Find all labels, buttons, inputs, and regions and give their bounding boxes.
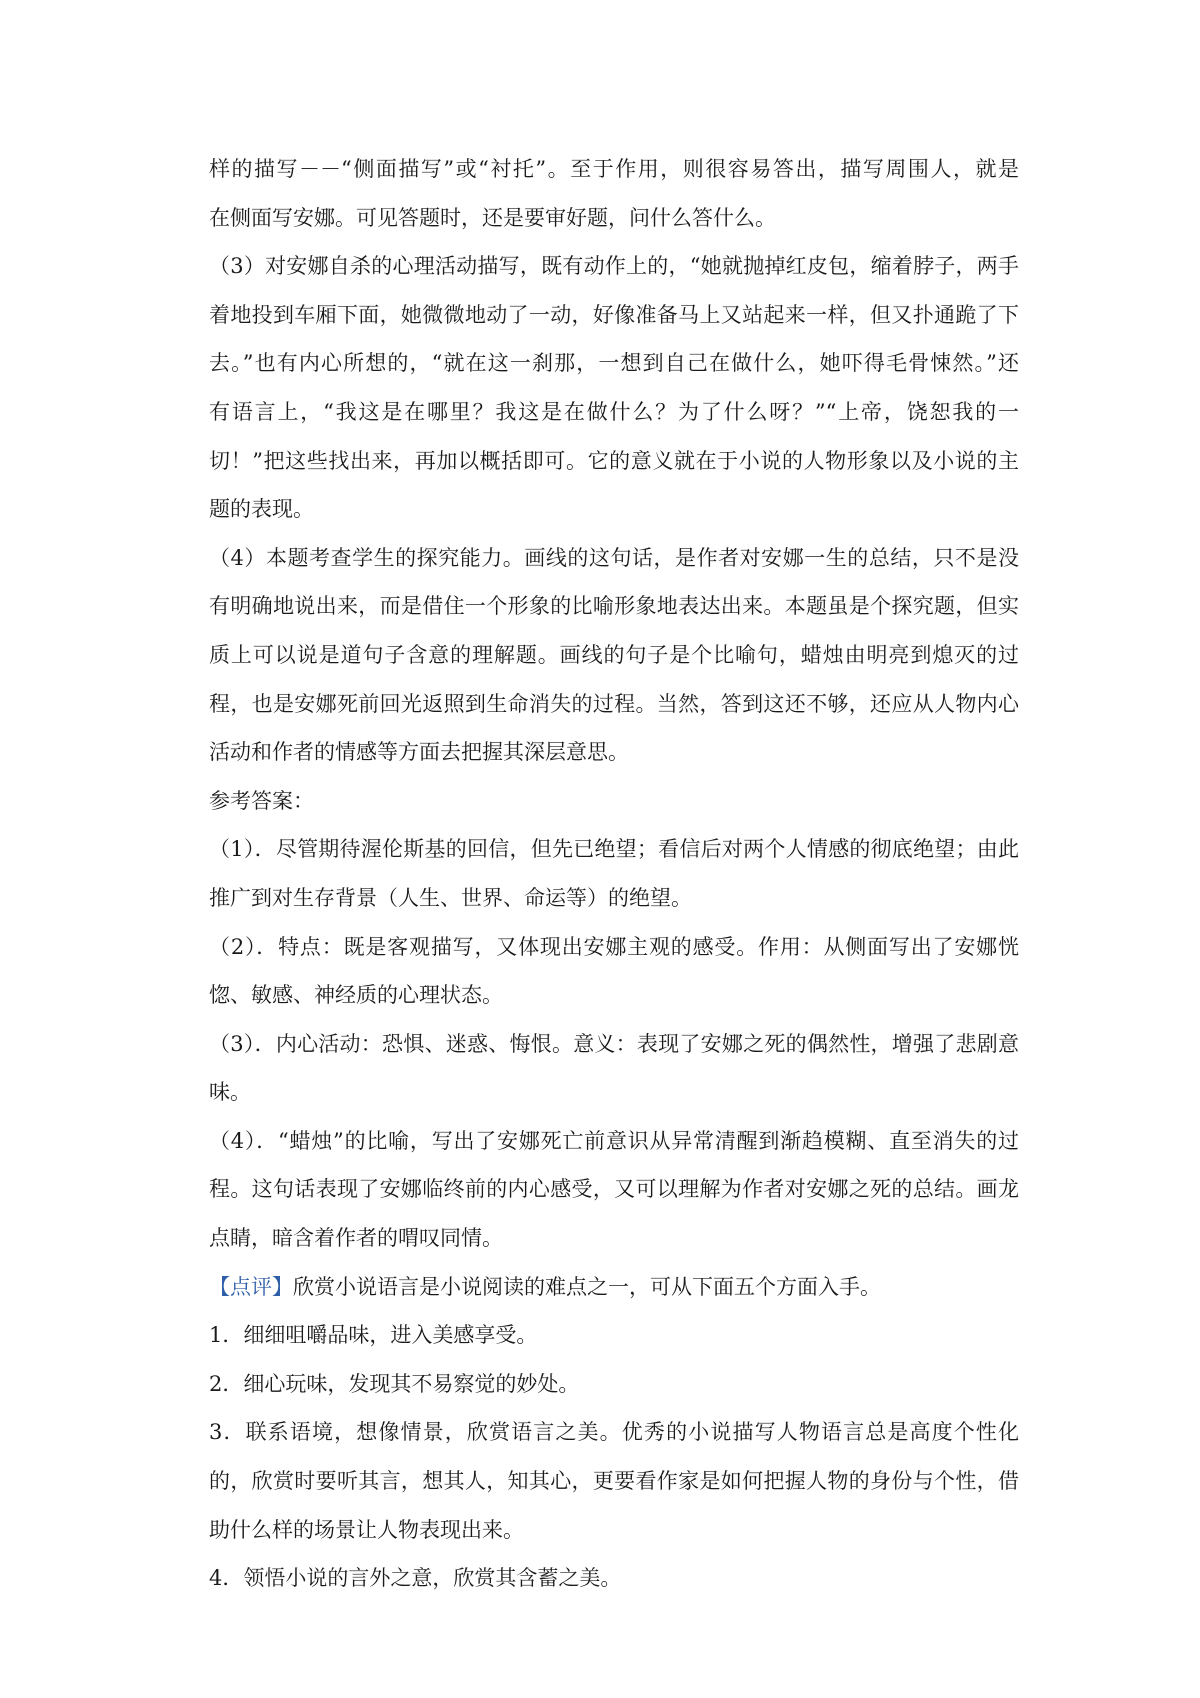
list-item <box>209 1311 1019 1360</box>
text-line: 样的描写－－“侧面描写”或“衬托”。至于作用，则很容易答出，描写周围人，就是 <box>209 157 1019 181</box>
list-item <box>209 1554 1019 1603</box>
paragraph <box>209 1020 1019 1117</box>
text-line: 在侧面写安娜。可见答题时，还是要审好题，问什么答什么。 <box>209 205 776 230</box>
comment-text: 欣赏小说语言是小说阅读的难点之一，可从下面五个方面入手。 <box>293 1274 881 1299</box>
text-line <box>209 1263 1019 1312</box>
text-line: 切！”把这些找出来，再加以概括即可。它的意义就在于小说的人物形象以及小说的主 <box>209 448 1019 473</box>
text-line: 惚、敏感、神经质的心理状态。 <box>209 983 503 1008</box>
text-line: （3）对安娜自杀的心理活动描写，既有动作上的，“她就抛掉红皮包，缩着脖子，两手 <box>209 254 1019 279</box>
text-line: （3）．内心活动：恐惧、迷惑、悔恨。意义：表现了安娜之死的偶然性，增强了悲剧意 <box>209 1031 1019 1056</box>
text-line: 3．联系语境，想像情景，欣赏语言之美。优秀的小说描写人物语言总是高度个性化 <box>209 1420 1019 1445</box>
text-line: （2）．特点：既是客观描写，又体现出安娜主观的感受。作用：从侧面写出了安娜恍 <box>209 934 1019 959</box>
text-line: 参考答案： <box>209 788 314 813</box>
text-line: （4）本题考查学生的探究能力。画线的这句话，是作者对安娜一生的总结，只不是没 <box>209 545 1019 570</box>
list-item <box>209 1360 1019 1409</box>
text-line: 点睛，暗含着作者的喟叹同情。 <box>209 1226 503 1251</box>
text-line: 活动和作者的情感等方面去把握其深层意思。 <box>209 740 629 765</box>
text-line: 4．领悟小说的言外之意，欣赏其含蓄之美。 <box>209 1566 622 1591</box>
paragraph <box>209 242 1019 534</box>
text-line: 味。 <box>209 1080 251 1105</box>
text-line: 题的表现。 <box>209 497 314 522</box>
text-line: （4）．“蜡烛”的比喻，写出了安娜死亡前意识从异常清醒到渐趋模糊、直至消失的过 <box>209 1128 1019 1153</box>
document-body <box>209 145 1019 1603</box>
text-line: 有明确地说出来，而是借住一个形象的比喻形象地表达出来。本题虽是个探究题，但实 <box>209 594 1019 619</box>
paragraph <box>209 1117 1019 1263</box>
text-line: 有语言上，“我这是在哪里？我这是在做什么？为了什么呀？”“上帝，饶恕我的一 <box>209 399 1019 424</box>
paragraph <box>209 534 1019 777</box>
text-line: 程。这句话表现了安娜临终前的内心感受，又可以理解为作者对安娜之死的总结。画龙 <box>209 1177 1019 1202</box>
text-line: 推广到对生存背景（人生、世界、命运等）的绝望。 <box>209 885 692 910</box>
comment-paragraph <box>209 1263 1019 1312</box>
comment-tag: 【点评】 <box>209 1274 293 1299</box>
answer-heading <box>209 777 1019 826</box>
paragraph <box>209 145 1019 242</box>
text-line: （1）．尽管期待渥伦斯基的回信，但先已绝望；看信后对两个人情感的彻底绝望；由此 <box>209 837 1019 862</box>
text-line: 的，欣赏时要听其言，想其人，知其心，更要看作家是如何把握人物的身份与个性，借 <box>209 1469 1019 1494</box>
text-line: 去。”也有内心所想的，“就在这一刹那，一想到自己在做什么，她吓得毛骨悚然。”还 <box>209 351 1019 376</box>
text-line: 2．细心玩味，发现其不易察觉的妙处。 <box>209 1371 580 1396</box>
document-page <box>209 145 1019 1603</box>
text-line: 着地投到车厢下面，她微微地动了一动，好像准备马上又站起来一样，但又扑通跪了下 <box>209 302 1019 327</box>
text-line: 助什么样的场景让人物表现出来。 <box>209 1517 524 1542</box>
paragraph <box>209 923 1019 1020</box>
text-line: 1．细细咀嚼品味，进入美感享受。 <box>209 1323 538 1348</box>
list-item <box>209 1408 1019 1554</box>
paragraph <box>209 825 1019 922</box>
text-line: 程，也是安娜死前回光返照到生命消失的过程。当然，答到这还不够，还应从人物内心 <box>209 691 1019 716</box>
text-line: 质上可以说是道句子含意的理解题。画线的句子是个比喻句，蜡烛由明亮到熄灭的过 <box>209 642 1019 667</box>
